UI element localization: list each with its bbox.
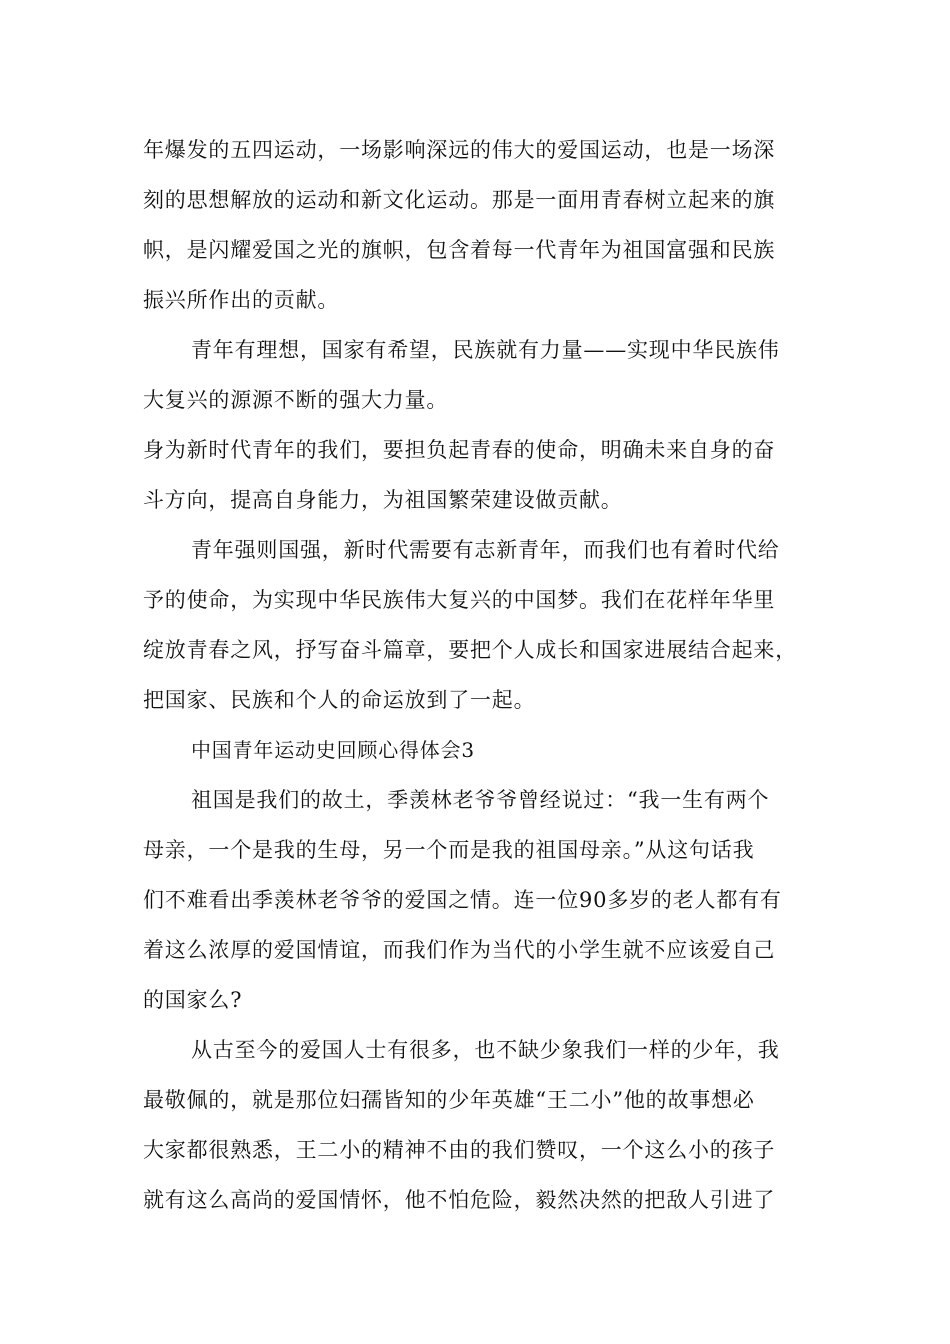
text-line: 最敬佩的，就是那位妇孺皆知的少年英雄“王二小”他的故事想必	[143, 1088, 755, 1112]
text-line: 斗方向，提高自身能力，为祖国繁荣建设做贡献。	[143, 488, 623, 512]
paragraph-start-line: 从古至今的爱国人士有很多，也不缺少象我们一样的少年，我	[191, 1038, 780, 1062]
text-line: 绽放青春之风，抒写奋斗篇章，要把个人成长和国家进展结合起来，	[143, 638, 797, 662]
text-line: 身为新时代青年的我们，要担负起青春的使命，明确未来自身的奋	[143, 438, 776, 462]
text-line: 大复兴的源源不断的强大力量。	[143, 388, 449, 412]
paragraph-start-line: 祖国是我们的故土，季羡林老爷爷曾经说过：“我一生有两个	[191, 788, 770, 812]
paragraph-start-line: 青年强则国强，新时代需要有志新青年，而我们也有着时代给	[191, 538, 780, 562]
text-line: 们不难看出季羡林老爷爷的爱国之情。连一位90多岁的老人都有有	[143, 888, 782, 912]
text-line: 帜，是闪耀爱国之光的旗帜，包含着每一代青年为祖国富强和民族	[143, 238, 776, 262]
text-line: 把国家、民族和个人的命运放到了一起。	[143, 688, 536, 712]
text-line: 着这么浓厚的爱国情谊，而我们作为当代的小学生就不应该爱自己	[143, 938, 776, 962]
section-heading: 中国青年运动史回顾心得体会3	[191, 738, 475, 762]
text-line: 母亲，一个是我的生母，另一个而是我的祖国母亲。”从这句话我	[143, 838, 755, 862]
text-line: 就有这么高尚的爱国情怀，他不怕危险，毅然决然的把敌人引进了	[143, 1188, 776, 1212]
text-line: 大家都很熟悉，王二小的精神不由的我们赞叹，一个这么小的孩子	[143, 1138, 776, 1162]
text-line: 的国家么?	[143, 988, 243, 1012]
text-line: 年爆发的五四运动，一场影响深远的伟大的爱国运动，也是一场深	[143, 138, 776, 162]
text-line: 予的使命，为实现中华民族伟大复兴的中国梦。我们在花样年华里	[143, 588, 776, 612]
text-line: 振兴所作出的贡献。	[143, 288, 340, 312]
text-line: 刻的思想解放的运动和新文化运动。那是一面用青春树立起来的旗	[143, 188, 776, 212]
paragraph-start-line: 青年有理想，国家有希望，民族就有力量——实现中华民族伟	[191, 338, 780, 362]
